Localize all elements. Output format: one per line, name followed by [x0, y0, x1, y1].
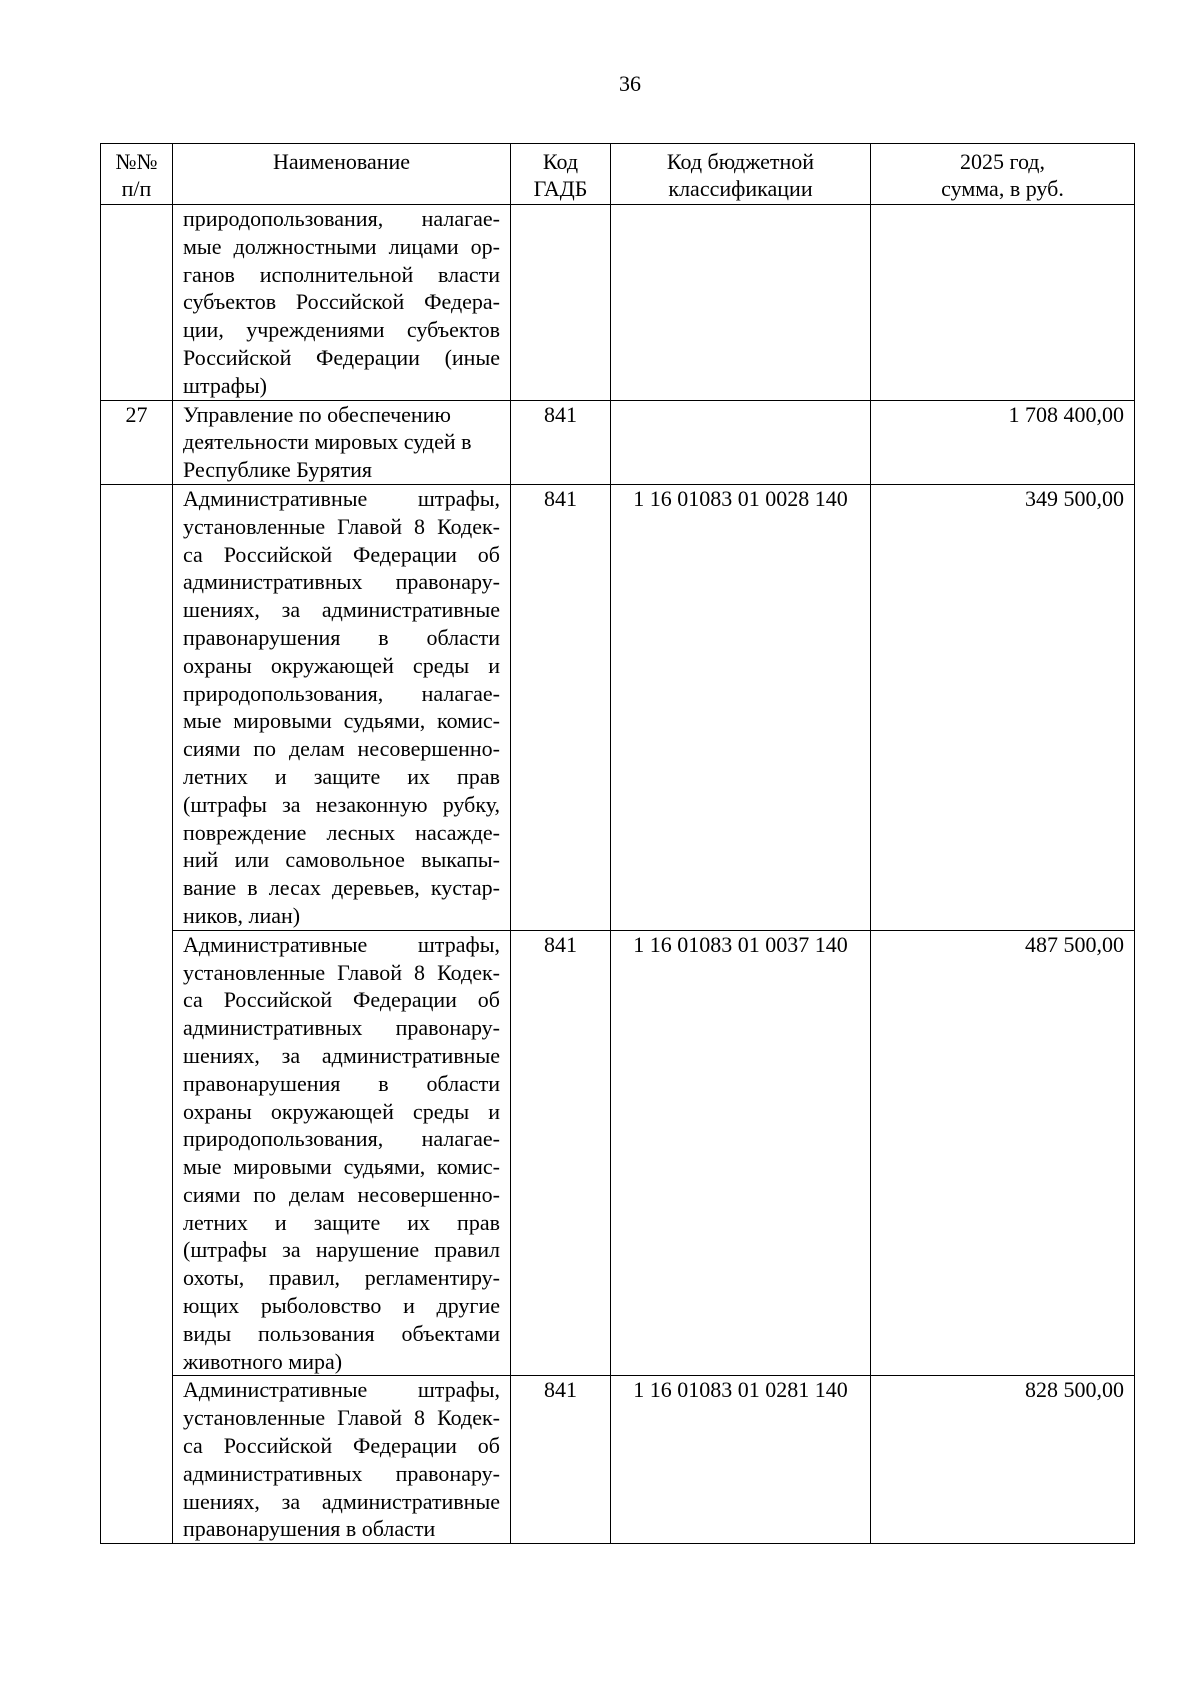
- row-name-line: (штрафы за незаконную рубку,: [183, 791, 500, 817]
- row-budget-classification-code: 1 16 01083 01 0281 140: [611, 1376, 871, 1544]
- row-name-line: Российской Федерации (иные: [183, 344, 500, 370]
- row-name-line: правонарушения в области: [183, 1516, 436, 1542]
- row-name-line: охраны окружающей среды и: [183, 652, 500, 678]
- row-sum: 487 500,00: [871, 930, 1135, 1376]
- header-num-line-2: п/п: [121, 176, 152, 201]
- row-name-line: сиями по делам несовершенно-: [183, 736, 500, 762]
- header-num: [101, 144, 173, 205]
- row-sum: 1 708 400,00: [871, 400, 1135, 484]
- row-name-line: ганов исполнительной власти: [183, 261, 500, 287]
- row-name-line: штрафы): [183, 372, 267, 398]
- header-kbk-line-1: Код бюджетной: [666, 149, 815, 174]
- row-name-line: правонарушения в области: [183, 1070, 500, 1096]
- row-name-line: са Российской Федерации об: [183, 987, 500, 1013]
- row-name: [173, 1376, 511, 1544]
- row-name-line: Административные штрафы,: [183, 931, 500, 957]
- row-number: 27: [101, 400, 173, 484]
- header-gadb-line-1: Код: [542, 149, 579, 174]
- row-name-line: административных правонару-: [183, 1460, 500, 1486]
- header-name: [173, 144, 511, 205]
- header-sum: [871, 144, 1135, 205]
- row-name-line: субъектов Российской Федера-: [183, 289, 500, 315]
- row-name-line: природопользования, налагае-: [183, 206, 500, 231]
- row-gadb-code: 841: [511, 1376, 611, 1544]
- row-name-line: мые мировыми судьями, комис-: [183, 708, 500, 734]
- table-body: [101, 205, 1135, 1544]
- row-name-line: административных правонару-: [183, 1015, 500, 1041]
- row-name-line: ний или самовольное выкапы-: [183, 847, 500, 873]
- row-number: [101, 930, 173, 1376]
- row-name-line: природопользования, налагае-: [183, 1126, 500, 1152]
- row-name-line: Административные штрафы,: [183, 485, 500, 511]
- header-num-line-1: №№: [115, 149, 158, 174]
- header-gadb-line-2: ГАДБ: [533, 176, 588, 201]
- row-number: [101, 484, 173, 930]
- row-number: [101, 1376, 173, 1544]
- header-row: [101, 144, 1135, 205]
- row-budget-classification-code: 1 16 01083 01 0037 140: [611, 930, 871, 1376]
- row-budget-classification-code: [611, 400, 871, 484]
- row-name-line: сиями по делам несовершенно-: [183, 1181, 500, 1207]
- row-name-line: ников, лиан): [183, 902, 301, 928]
- row-name-line: вание в лесах деревьев, кустар-: [183, 875, 500, 901]
- header-name-line-1: Наименование: [272, 149, 411, 174]
- row-number: [101, 205, 173, 401]
- row-name-line: установленные Главой 8 Кодек-: [183, 513, 500, 539]
- row-name-line: шениях, за административные: [183, 1042, 500, 1068]
- row-name-line: административных правонару-: [183, 569, 500, 595]
- row-name-line: повреждение лесных насажде-: [183, 819, 500, 845]
- row-name-line: шениях, за административные: [183, 597, 500, 623]
- row-name-line: (штрафы за нарушение правил: [183, 1237, 500, 1263]
- table-row: [101, 484, 1135, 930]
- row-name-line: охраны окружающей среды и: [183, 1098, 500, 1124]
- row-name-line: деятельности мировых судей в: [183, 429, 472, 455]
- row-name: [173, 400, 511, 484]
- row-name-line: охоты, правил, регламентиру-: [183, 1265, 500, 1291]
- budget-revenue-table: [100, 143, 1135, 1544]
- header-kbk: [611, 144, 871, 205]
- page-number: 36: [619, 71, 641, 96]
- row-name: [173, 930, 511, 1376]
- row-name-line: установленные Главой 8 Кодек-: [183, 1405, 500, 1431]
- header-kbk-line-2: классификации: [668, 176, 813, 201]
- header-gadb: [511, 144, 611, 205]
- row-budget-classification-code: [611, 205, 871, 401]
- row-name-line: летних и защите их прав: [183, 763, 500, 789]
- row-name-line: мые должностными лицами ор-: [183, 233, 500, 259]
- row-name-line: ющих рыболовство и другие: [183, 1293, 500, 1319]
- row-name-line: Республике Бурятия: [183, 457, 373, 483]
- row-name-line: Управление по обеспечению: [183, 401, 451, 427]
- row-name-line: природопользования, налагае-: [183, 680, 500, 706]
- row-gadb-code: [511, 205, 611, 401]
- row-gadb-code: 841: [511, 484, 611, 930]
- row-name-line: шениях, за административные: [183, 1488, 500, 1514]
- row-name-line: са Российской Федерации об: [183, 1433, 500, 1459]
- row-gadb-code: 841: [511, 400, 611, 484]
- row-gadb-code: 841: [511, 930, 611, 1376]
- row-budget-classification-code: 1 16 01083 01 0028 140: [611, 484, 871, 930]
- row-name-line: мые мировыми судьями, комис-: [183, 1154, 500, 1180]
- row-name-line: летних и защите их прав: [183, 1209, 500, 1235]
- row-sum: 828 500,00: [871, 1376, 1135, 1544]
- table-row: [101, 400, 1135, 484]
- row-name-line: Административные штрафы,: [183, 1377, 500, 1403]
- header-sum-line-2: сумма, в руб.: [941, 176, 1064, 201]
- row-name-line: са Российской Федерации об: [183, 541, 500, 567]
- row-name-line: ции, учреждениями субъектов: [183, 317, 500, 343]
- row-sum: [871, 205, 1135, 401]
- table-row: [101, 205, 1135, 401]
- row-sum: 349 500,00: [871, 484, 1135, 930]
- header-sum-line-1: 2025 год,: [959, 149, 1046, 174]
- row-name-line: виды пользования объектами: [183, 1320, 500, 1346]
- row-name: [173, 484, 511, 930]
- row-name-line: правонарушения в области: [183, 624, 500, 650]
- table-row: [101, 930, 1135, 1376]
- table-row: [101, 1376, 1135, 1544]
- row-name-line: животного мира): [183, 1348, 343, 1374]
- row-name: [173, 205, 511, 401]
- row-name-line: установленные Главой 8 Кодек-: [183, 959, 500, 985]
- table-header: [101, 144, 1135, 205]
